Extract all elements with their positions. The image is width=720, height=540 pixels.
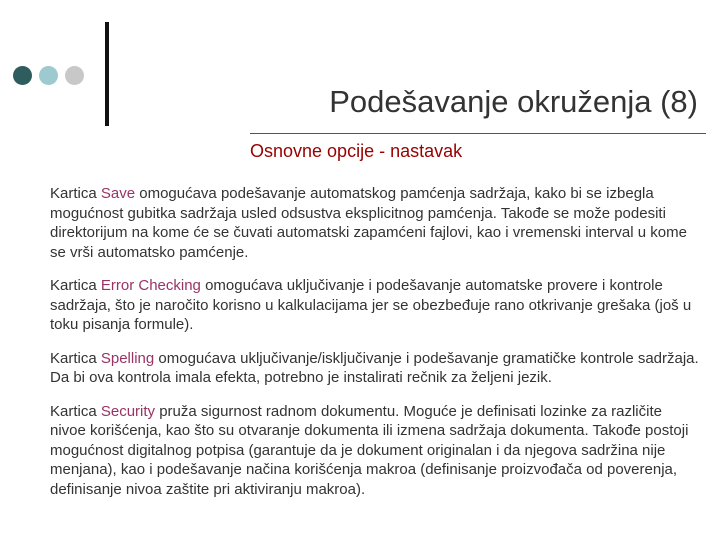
dot-dark-teal xyxy=(13,66,32,85)
paragraph-text: omogućava podešavanje automatskog pamćenja sadržaja, kako bi se izbegla mogućnost gubitka sadržaja usled odsustva eksplicitnog pamćenja. Takođe se može podesiti direktorijum na kome će se čuvati automatski zapamćeni fajlovi, kao i vremenski interval u kome se vrši automatsko pamćenje. xyxy=(50,185,687,261)
decorative-dots xyxy=(13,66,84,85)
paragraph-text: omogućava uključivanje/isključivanje i podešavanje gramatičke kontrole sadržaja. Da bi ova kontrola imala efekta, potrebno je instalirati rečnik za željeni jezik. xyxy=(50,349,699,386)
title-underline xyxy=(250,133,706,134)
paragraph-error-checking xyxy=(50,276,700,335)
paragraph-prefix: Kartica xyxy=(50,277,101,294)
paragraph-prefix: Kartica xyxy=(50,349,101,367)
slide-title: Podešavanje okruženja (8) xyxy=(329,84,698,119)
paragraph-text: pruža sigurnost radnom dokumentu. Moguće je definisati lozinke za različite nivoe korišćenja, kao što su otvaranje dokumenta ili izmena sadržaja dokumenta. Takođe postoji mogućnost digitalnog potpisa (garantuje da je dokument originalan i da njegova sadržina nije menjana), kao i podešavanje načina korišćenja makroa (definisanje proizvođača od poverenja, definisanje nivoa zaštite pri aktiviranju makroa). xyxy=(50,402,689,498)
slide-subtitle: Osnovne opcije - nastavak xyxy=(250,141,463,161)
keyword-security: Security xyxy=(100,402,156,420)
vertical-divider xyxy=(105,22,109,126)
paragraph-save xyxy=(50,184,700,262)
keyword-error-checking: Error Checking xyxy=(100,277,201,294)
paragraph-text: omogućava uključivanje i podešavanje automatske provere i kontrole sadržaja, što je naročito korisno u kalkulacijama jer se obezbeđuje rano otkrivanje grešaka (još u toku pisanja formule). xyxy=(50,277,692,333)
dot-gray xyxy=(65,66,84,85)
slide-body xyxy=(50,184,700,513)
paragraph-prefix: Kartica xyxy=(50,185,101,202)
keyword-save: Save xyxy=(100,185,136,202)
dot-light-teal xyxy=(39,66,58,85)
paragraph-prefix: Kartica xyxy=(50,402,101,420)
paragraph-spelling xyxy=(50,349,700,388)
keyword-spelling: Spelling xyxy=(100,349,155,367)
paragraph-security xyxy=(50,402,700,500)
